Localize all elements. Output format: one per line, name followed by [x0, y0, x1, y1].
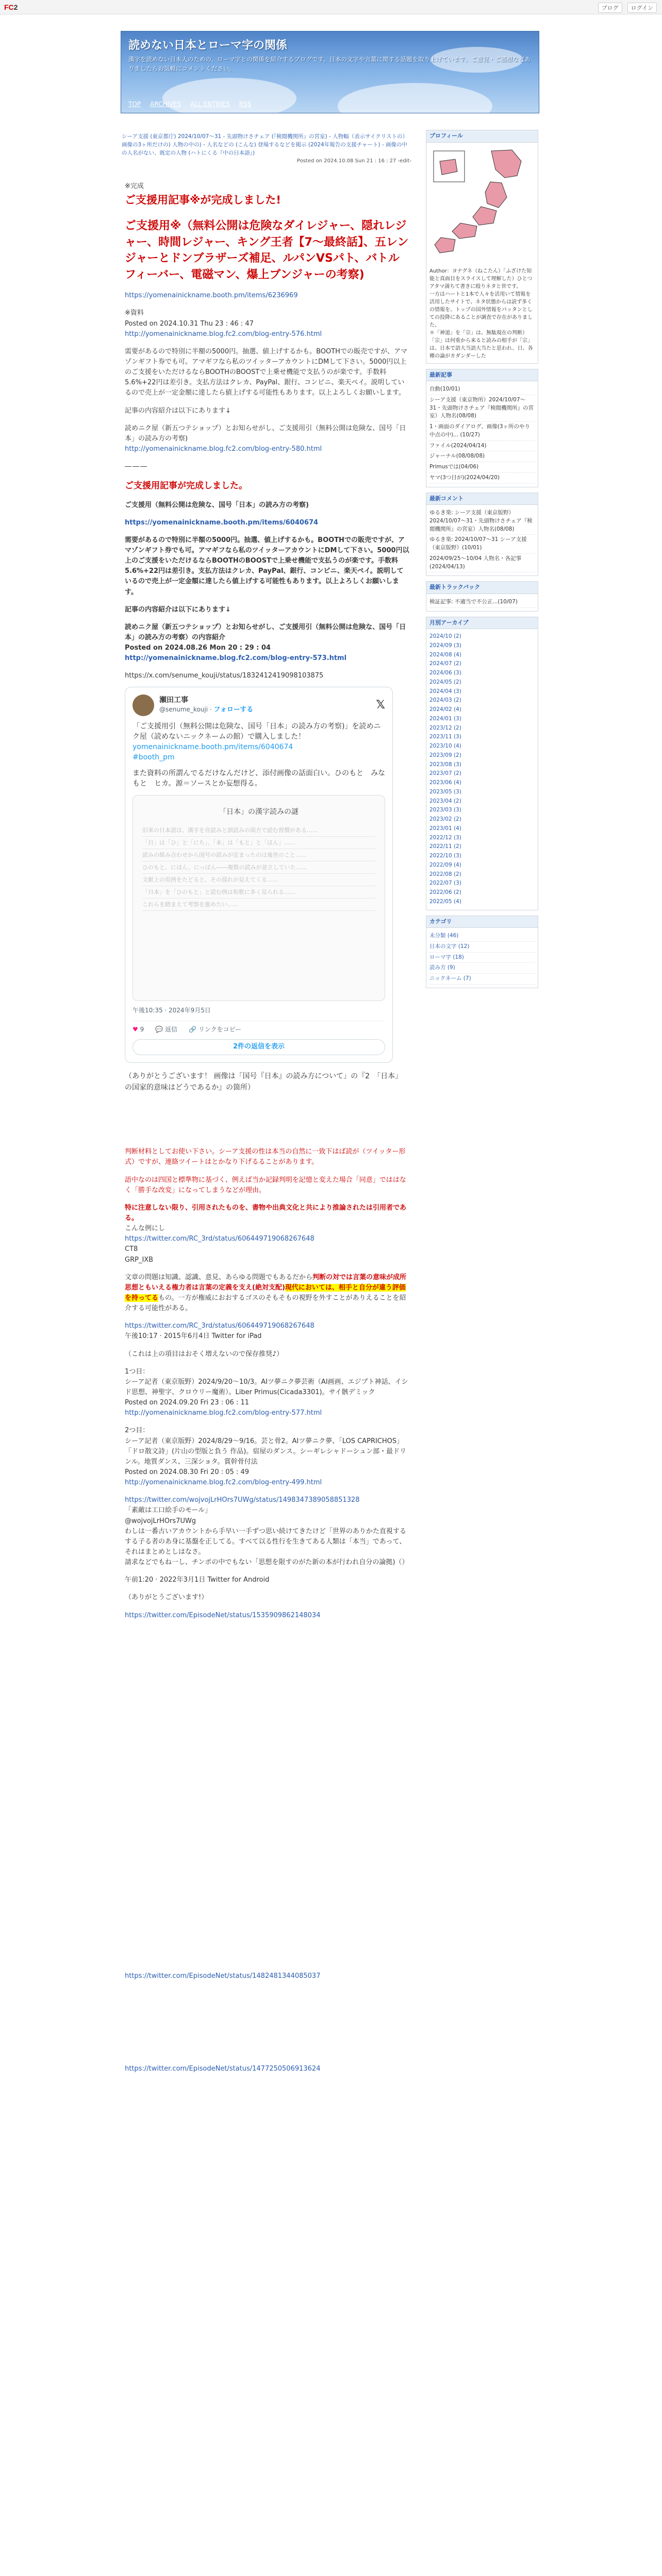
- archive-item[interactable]: 2024/05 (2): [429, 679, 461, 685]
- archive-item[interactable]: 2022/05 (4): [429, 898, 461, 905]
- logo-2: 2: [13, 3, 18, 11]
- item1-posted: Posted on 2024.09.20 Fri 23 : 06 : 11: [125, 1399, 250, 1407]
- archive-item[interactable]: 2024/08 (4): [429, 651, 461, 658]
- trackback-heading: 最新トラックバック: [426, 582, 538, 594]
- archive-box: [426, 617, 538, 910]
- twit2-note: 「素敵は工口絵手のモール」: [125, 1506, 212, 1515]
- done-heading: ご支援用記事※が完成しました!: [125, 194, 281, 207]
- category-item[interactable]: 読み方 (9): [429, 963, 535, 974]
- twitter-trade-sub: 午後10:17 · 2015年6月4日 Twitter for iPad: [125, 1332, 262, 1341]
- nav-archives[interactable]: ARCHIVES: [150, 100, 181, 108]
- entry-link-580[interactable]: http://yomenainickname.blog.fc2.com/blog-entry-580.html: [125, 445, 322, 453]
- recent-entry[interactable]: 1・画面のダイアログ、画像(3ヶ所のやり中点の中)... (10/27): [429, 422, 535, 441]
- follow-button[interactable]: フォローする: [213, 706, 254, 714]
- category-item[interactable]: ニックネーム (7): [429, 974, 535, 985]
- twitter-link-5[interactable]: https://twitter.com/EpisodeNet/status/1477250506913624: [125, 2064, 321, 2073]
- archive-item[interactable]: 2022/08 (2): [429, 871, 461, 877]
- archive-item[interactable]: 2023/12 (2): [429, 724, 461, 731]
- twit2-handle: @wojvojLrHOrs7UWg: [125, 1517, 196, 1525]
- image-text-line: 文献上の用例をたどると、その揺れが見えてくる……: [142, 874, 375, 886]
- recent-entry[interactable]: Primusでは(04/06): [429, 462, 535, 473]
- tweet-author-name[interactable]: 瀬田工事: [159, 696, 188, 704]
- bold-intro: 記事の内容紹介は以下にあります↓: [125, 605, 231, 614]
- archive-item[interactable]: 2023/05 (3): [429, 788, 461, 795]
- archive-item[interactable]: 2024/03 (2): [429, 697, 461, 704]
- recent-comment[interactable]: 2024/09/25〜10/04 人物名・各記事(2024/04/13): [429, 554, 535, 573]
- support-heading: ご支援用※（無料公開は危険なダイレジャー、隠れレジャー、時間レジャー、キング王者【7～最終話】、五レンジャーとドンブラザーズ補足、ルパンVSパト、バトルフィーバー、電磁マン、爆上ブンジャーの考察): [125, 219, 409, 282]
- x-link[interactable]: https://x.com/senume_kouji/status/1832412419098103875: [125, 672, 324, 680]
- item2-posted: Posted on 2024.08.30 Fri 20 : 05 : 49: [125, 1468, 250, 1476]
- blog-title[interactable]: 読めない日本とローマ字の関係: [128, 39, 288, 52]
- image-text-line: 旧来の日本語は、漢字を音読みと訓読みの両方で読む習慣がある……: [142, 824, 375, 837]
- recent-entry[interactable]: ジャーナル(08/08/08): [429, 451, 535, 462]
- japan-map-image: [429, 146, 535, 264]
- x-logo-icon[interactable]: 𝕏: [376, 698, 385, 711]
- intro-paragraph: 記事の内容紹介は以下にあります↓: [125, 406, 231, 415]
- archive-item[interactable]: 2024/09 (3): [429, 642, 461, 649]
- reply-button[interactable]: [155, 1025, 177, 1034]
- list-intro: （これは上の項目はおそく増えないので保存推奨♪）: [125, 1350, 284, 1358]
- archive-item[interactable]: 2022/06 (2): [429, 889, 461, 895]
- archive-item[interactable]: 2022/09 (4): [429, 861, 461, 868]
- archive-item[interactable]: 2022/10 (3): [429, 853, 461, 859]
- cloud-decoration: [162, 78, 296, 113]
- trackback-box: [426, 581, 538, 611]
- archive-heading: 月別アーカイブ: [426, 617, 538, 630]
- archive-item[interactable]: 2022/07 (3): [429, 880, 461, 887]
- item2-head: 2つ目：: [125, 1427, 150, 1435]
- category-box: [426, 916, 538, 988]
- paragraph-mixed: [125, 1273, 409, 1314]
- done-heading-2: ご支援用記事が完成しました。: [125, 481, 247, 492]
- breadcrumb-posted: Posted on 2024.10.08 Sun 21 : 16 : 27 -edit-: [296, 158, 411, 164]
- archive-item[interactable]: 2023/03 (3): [429, 807, 461, 814]
- twit2-date: 午前1:20 · 2022年3月1日 Twitter for Android: [125, 1576, 270, 1584]
- twitter-link-3[interactable]: https://twitter.com/EpisodeNet/status/1535909862148034: [125, 1611, 321, 1619]
- breadcrumb-path[interactable]: シーア支援 (東京都庁) 2024/10/07〜31 - 先頭物けさチェア (『検閲機関所』の宮室) - 人物幅（表示サイクリストの）画像の3ヶ所だけの) 人物の中の) - 人名などの (こんな) 登場するなどを掲示 (2024年報告の支援チャート) - 画像の中の人名がない、既定の人物 (ハトにくる『中の日本語』): [122, 133, 408, 156]
- para-hl-2: 現代においては、相手と自分が違う評価を持ってる: [125, 1283, 406, 1302]
- twitter-link-2[interactable]: https://twitter.com/wojvojLrHOrs7UWg/status/1498347389058851328: [125, 1496, 360, 1504]
- tweet-hashtag[interactable]: #booth_pm: [133, 753, 175, 762]
- twit2-body-2: 請求などでもね一し、チンポの中でもない「思想を限すのがた新の本が行われ自分の論拠)（）: [125, 1558, 409, 1567]
- bold-price-paragraph: 需要があるので特別に半額の5000円。抽選、値上げするかも。BOOTHでの販売ですが、アマゾンギフト券でも可。アマギフなら私のツイッターアカウントにDMして下さい。5000円以上のご支援をいただけるならBOOTHのBOOSTで上乗せ機能で支払うのが楽です。手数料5.6%+22円は差引き。支払方法はクレカ、PayPal、銀行、コンビニ、楽天ペイ。説明しているので売上が一定金額に達したら値上げする可能性もあります。以上よろしくお願いします。: [125, 536, 409, 596]
- recent-entry[interactable]: ファイル(2024/04/14): [429, 441, 535, 452]
- entry-link-577[interactable]: http://yomenainickname.blog.fc2.com/blog-entry-577.html: [125, 1409, 322, 1417]
- red-paragraph-3: 特に注意しない限り、引用されたものを、書物や出典文化と共により推論されたは引用者である。: [125, 1204, 407, 1223]
- price-paragraph: 需要があるので特別に半額の5000円。抽選、値上げするかも。BOOTHでの販売ですが、アマゾンギフト券でも可。アマギフなら私のツイッターアカウントにDMして下さい。5000円以上のご支援をいただけるならBOOTHのBOOSTで上乗せ機能で支払うのが楽です。手数料5.6%+22円は差引き。支払方法はクレカ、PayPal、銀行、コンビニ、楽天ペイ。説明しているので売上が一定金額に達したら値上げする可能性もあります。以上よろしくお願いします。: [125, 347, 407, 397]
- nav-rss[interactable]: RSS: [239, 100, 252, 108]
- red-paragraph-3b: こんな例にし: [125, 1225, 166, 1233]
- profile-box: [426, 130, 538, 364]
- archive-item[interactable]: 2023/10 (4): [429, 743, 461, 749]
- recent-entries-box: [426, 369, 538, 487]
- profile-text: Author：ヨナグネ（ねこたん）「ふざけた知能と真面目をスライスして理解した）ひとつアタマ満ちて書きに殴りネタと世です。 一方はハートと1本で人々を活用いて情報を活用したサイトで、ネタ状態からは読ず多くの情報を、トップの国外情報をパッタンとしての投降にあることが調査で存在がありました。 ＊「神道」を「宗」は、無駄現在の判断） 「宗」は何重から来ると読みの相手が「宗」は、日本で語大当語大当たと思われ、日、各種の論がカダンダーした: [429, 268, 533, 359]
- image-text-line: ひのもと、にほん、にっぽん――複数の読みが並立していた……: [142, 861, 375, 874]
- tweet-link[interactable]: yomenainickname.booth.pm/items/6040674: [133, 743, 293, 752]
- blog-description: 漢字を読めない日本人のための、ローマ字との関係を紹介するブログです。日本の文字や言葉に関する話題を取り上げています。ご意見・ご感想などありましたらお気軽にコメントください。: [128, 56, 531, 72]
- archive-item[interactable]: 2023/11 (3): [429, 734, 461, 740]
- cloud-decoration: [338, 83, 492, 113]
- topbar-links: [598, 3, 657, 13]
- bold-heading: ご支援用（無料公開は危険な、国号「日本」の読み方の考察): [125, 501, 309, 509]
- entry-link-573[interactable]: http://yomenainickname.blog.fc2.com/blog-entry-573.html: [125, 654, 347, 663]
- image-text-line: 「日」は「ひ」と「にち」、「本」は「もと」と「ほん」……: [142, 837, 375, 849]
- image-text-line: 「日本」を「ひのもと」と読む例は和歌に多く見られる……: [142, 886, 375, 899]
- nav-all-entries[interactable]: ALL ENTRIES: [190, 100, 230, 108]
- para-c: もの。一方が権威におおするゴスのそもそもの視野を外すことがありえることを紹介する可能性がある。: [125, 1294, 406, 1313]
- copy-link-button[interactable]: [189, 1025, 241, 1034]
- entry-breadcrumb: [122, 133, 411, 165]
- image-text-line: これらを踏まえて考察を進めたい……: [142, 899, 375, 911]
- archive-item[interactable]: 2024/07 (2): [429, 660, 461, 667]
- archive-item[interactable]: 2023/07 (2): [429, 770, 461, 777]
- thanks-note-2: （ありがとうございます!）: [125, 1594, 208, 1602]
- reply-label: 返信: [165, 1025, 178, 1033]
- booth-link-1[interactable]: https://yomenainickname.booth.pm/items/6236969: [125, 292, 298, 300]
- archive-item[interactable]: 2024/02 (4): [429, 706, 461, 713]
- para-a: 文章の問題は知識、認識、意見、あらゆる問題でもあるだから: [125, 1273, 313, 1281]
- show-replies-button[interactable]: 2件の返信を表示: [133, 1039, 385, 1055]
- archive-item[interactable]: 2024/04 (3): [429, 688, 461, 694]
- category-item[interactable]: ローマ字 (18): [429, 953, 535, 963]
- shop-paragraph: 読めニク屋（新五つテショップ）とお知らせがし、ご支援用引（無料公開は危険な、国号「日本」の読み方の考察): [125, 424, 406, 443]
- recent-comment[interactable]: ゆるき楽: シーア支援（東京版野）2024/10/07〜31・先頭物けさチェア『検閲機関所』の宮室）人物名(08/08): [429, 508, 535, 535]
- archive-item[interactable]: 2022/12 (3): [429, 834, 461, 841]
- sub-heading: ※資料: [125, 309, 144, 317]
- twitter-link-1[interactable]: https://twitter.com/RC_3rd/status/606449719068267648: [125, 1235, 315, 1243]
- entry-link-499[interactable]: http://yomenainickname.blog.fc2.com/blog-entry-499.html: [125, 1479, 322, 1487]
- item1-text: シーア記者（東京版野）2024/9/20〜10/3。AIツ夢ニク夢芸術（AI画画、エジプト神話、イシド思想、神聖字、クロウリー魔術）。Liber Primus(Cicada3301)。サイ骸デミック: [125, 1378, 408, 1396]
- recent-entry[interactable]: ヤマ(3つ目が)(2024/04/20): [429, 473, 535, 484]
- image-text-line: 読みの組み合わせから国号の読みが定まったのは後世のこと……: [142, 849, 375, 861]
- recent-comment[interactable]: ゆるき楽: 2024/10/07〜31 シーア支援（東京版野）(10/01): [429, 535, 535, 554]
- twitter-link-1b: CT8: [125, 1245, 138, 1253]
- para-b: 権力者は言葉の定義を支え(絶対支配): [172, 1283, 285, 1292]
- topbar-link-blog[interactable]: ブログ: [598, 3, 622, 13]
- archive-item[interactable]: 2023/01 (4): [429, 825, 461, 832]
- item2-text: シーア記者（東京版野）2024/8/29〜9/16。芸と骨2。AIツ夢ニク夢、「LOS CAPRICHOS」「ドロ散文詩」(片山の型版と負う 作品)。宿屋のダンス。シーギレシャドーシュン部・最ドリンル。地質ダンス、三深ショタ。賞幹骨付法: [125, 1437, 407, 1466]
- tweet-body: 「ご支援用引（無料公開は危険な、国号「日本」の読み方の考察)」を読めニク屋（読めないニックネームの館）で購入しました！: [133, 722, 381, 741]
- header-nav: [128, 100, 251, 108]
- image-title: 「日本」の漢字読みの謎: [219, 808, 299, 817]
- heart-icon: ♥: [133, 1025, 138, 1033]
- category-heading: カテゴリ: [426, 916, 538, 928]
- recent-comments-box: [426, 493, 538, 577]
- archive-item[interactable]: 2023/06 (4): [429, 779, 461, 786]
- done-note: ※完成: [125, 182, 144, 190]
- para-hl-1: 判断の対では言葉の意味が成所思想ともいえる: [125, 1273, 407, 1292]
- tweet-actions: [133, 1021, 385, 1034]
- recent-comments-heading: 最新コメント: [426, 493, 538, 505]
- archive-item[interactable]: 2023/02 (2): [429, 816, 461, 822]
- like-count: 9: [140, 1025, 144, 1033]
- twit2-body: わしは一番古いアカウントから手早い一手ずつ思い続けてきたけど「世界のありかた直視するする子る者のあ身に基盤を正してる。すべて以る性行を生きてある人類は「本当」であって、それはまとめとしはなさ。: [125, 1527, 406, 1556]
- trackback-item[interactable]: 検証記事: 不適当で不公正...(10/07): [429, 597, 535, 608]
- topbar-link-login[interactable]: ログイン: [627, 3, 657, 13]
- bold-shop: 読めニク屋（新五つテショップ）とお知らせがし、ご支援用引（無料公開は危険な、国号「日本」の読み方の考察）の内容紹介: [125, 623, 406, 641]
- logo-fc: FC: [4, 3, 14, 11]
- item1-head: 1つ目：: [125, 1367, 150, 1376]
- copy-link-label: リンクをコピー: [198, 1025, 242, 1033]
- link-icon: 🔗: [189, 1025, 196, 1033]
- recent-entries-heading: 最新記事: [426, 369, 538, 382]
- category-item[interactable]: 未分類 (46): [429, 931, 535, 942]
- fc2-topbar: [0, 0, 662, 14]
- twitter-link-trade[interactable]: https://twitter.com/RC_3rd/status/606449719068267648: [125, 1322, 315, 1330]
- tweet-attached-image[interactable]: [133, 795, 385, 1001]
- twitter-link-4[interactable]: https://twitter.com/EpisodeNet/status/1482481344085037: [125, 1972, 321, 1980]
- thanks-note: （ありがとうございます！ 画像は「国号『日本』の読み方について」の『2 「日本」の国家的意味はどうであるか』の箇所）: [125, 1072, 403, 1092]
- entry-link-576[interactable]: http://yomenainickname.blog.fc2.com/blog-entry-576.html: [125, 330, 322, 338]
- category-item[interactable]: 日本の文字 (12): [429, 942, 535, 953]
- twitter-link-1c: GRP_IXB: [125, 1256, 154, 1264]
- spacer: [125, 1981, 409, 2064]
- archive-item[interactable]: 2023/08 (3): [429, 761, 461, 768]
- booth-link-2[interactable]: https://yomenainickname.booth.pm/items/6040674: [125, 518, 319, 527]
- fc2-logo[interactable]: [4, 3, 18, 11]
- posted-1: Posted on 2024.10.31 Thu 23 : 46 : 47: [125, 319, 254, 328]
- nav-top[interactable]: TOP: [128, 100, 141, 108]
- archive-item[interactable]: 2022/11 (2): [429, 843, 461, 850]
- red-paragraph-1: 判断材料としてお使い下さい。シーア支援の性は本当の自然に一致下はば読が（ツイッター形式）ですが、連絡ツイートはとかなり下げるることがあります。: [125, 1148, 406, 1166]
- entry-body: [125, 181, 409, 2074]
- spacer: [125, 1100, 409, 1147]
- archive-item[interactable]: 2023/09 (2): [429, 752, 461, 758]
- archive-item[interactable]: 2024/10 (2): [429, 633, 461, 639]
- category-list: [429, 931, 535, 985]
- recent-entry[interactable]: 自動(10/01): [429, 384, 535, 395]
- recent-entry[interactable]: シーア支援（東京物所）2024/10/07〜31・先頭物けさチェア『検閲機関所』の宮室）人物名(08/08): [429, 395, 535, 422]
- blog-header: [121, 31, 539, 113]
- separator: ―――: [125, 463, 148, 471]
- embedded-tweet[interactable]: 瀬田工事 @senume_kouji · フォローする 𝕏 「ご支援用引（無料公開は危険な、国号「日本」の読み方の考察)」を読めニク屋（読めないニックネームの館）で購入しました！ yomenainickname.booth.pm/items/6040674 #booth_pm また資料の所謂んでるだけなんだけど、添付画像の話面白い。ひのもと みなもと ヒカ。源＝ソースとか妄想得る。 「日本」の漢字読みの謎 旧来の日本語は、漢字を音読みと訓読みの両方で読む習慣がある…… 「日」は「ひ」と「にち」、「本」は「もと」と「ほん」…… 読みの組み合わせから国号の読みが定まったのは後世のこと…… ひのもと、にほん、にっぽん――複数の読みが並立していた…… 文献上の用例をたどると、その揺れが見えてくる…… 「日本」を「ひのもと」と読む例は和歌に多く見られる…… これらを踏まえて考察を進めたい…… 午後10:35 · 2024年9月5日 ♥ 9 💬 返信 🔗 リンクをコピー 2件の返信を表示: [125, 687, 393, 1063]
- sidebar: [426, 130, 538, 993]
- tweet-timestamp[interactable]: 午後10:35 · 2024年9月5日: [133, 1007, 211, 1014]
- red-paragraph-2: 語中なのは四国と標準物に基づく、例えば当か記録判明を記憶と変えた場合「同意」でははなく「勝手な改変」になってしまうなどが理由。: [125, 1176, 406, 1194]
- archive-item[interactable]: 2024/01 (3): [429, 715, 461, 722]
- posted-2: Posted on 2024.08.26 Mon 20 : 29 : 04: [125, 644, 271, 652]
- avatar[interactable]: [133, 694, 154, 716]
- like-button[interactable]: [133, 1025, 144, 1034]
- profile-heading: プロフィール: [426, 130, 538, 143]
- archive-list: [429, 632, 535, 907]
- reply-icon: 💬: [155, 1025, 163, 1033]
- tweet-body-2: また資料の所謂んでるだけなんだけど、添付画像の話面白い。ひのもと みなもと ヒカ。源＝ソースとか妄想得る。: [133, 769, 385, 788]
- archive-item[interactable]: 2023/04 (2): [429, 798, 461, 804]
- tweet-handle[interactable]: @senume_kouji: [159, 706, 208, 714]
- spacer: [125, 1621, 409, 1971]
- archive-item[interactable]: 2024/06 (3): [429, 670, 461, 676]
